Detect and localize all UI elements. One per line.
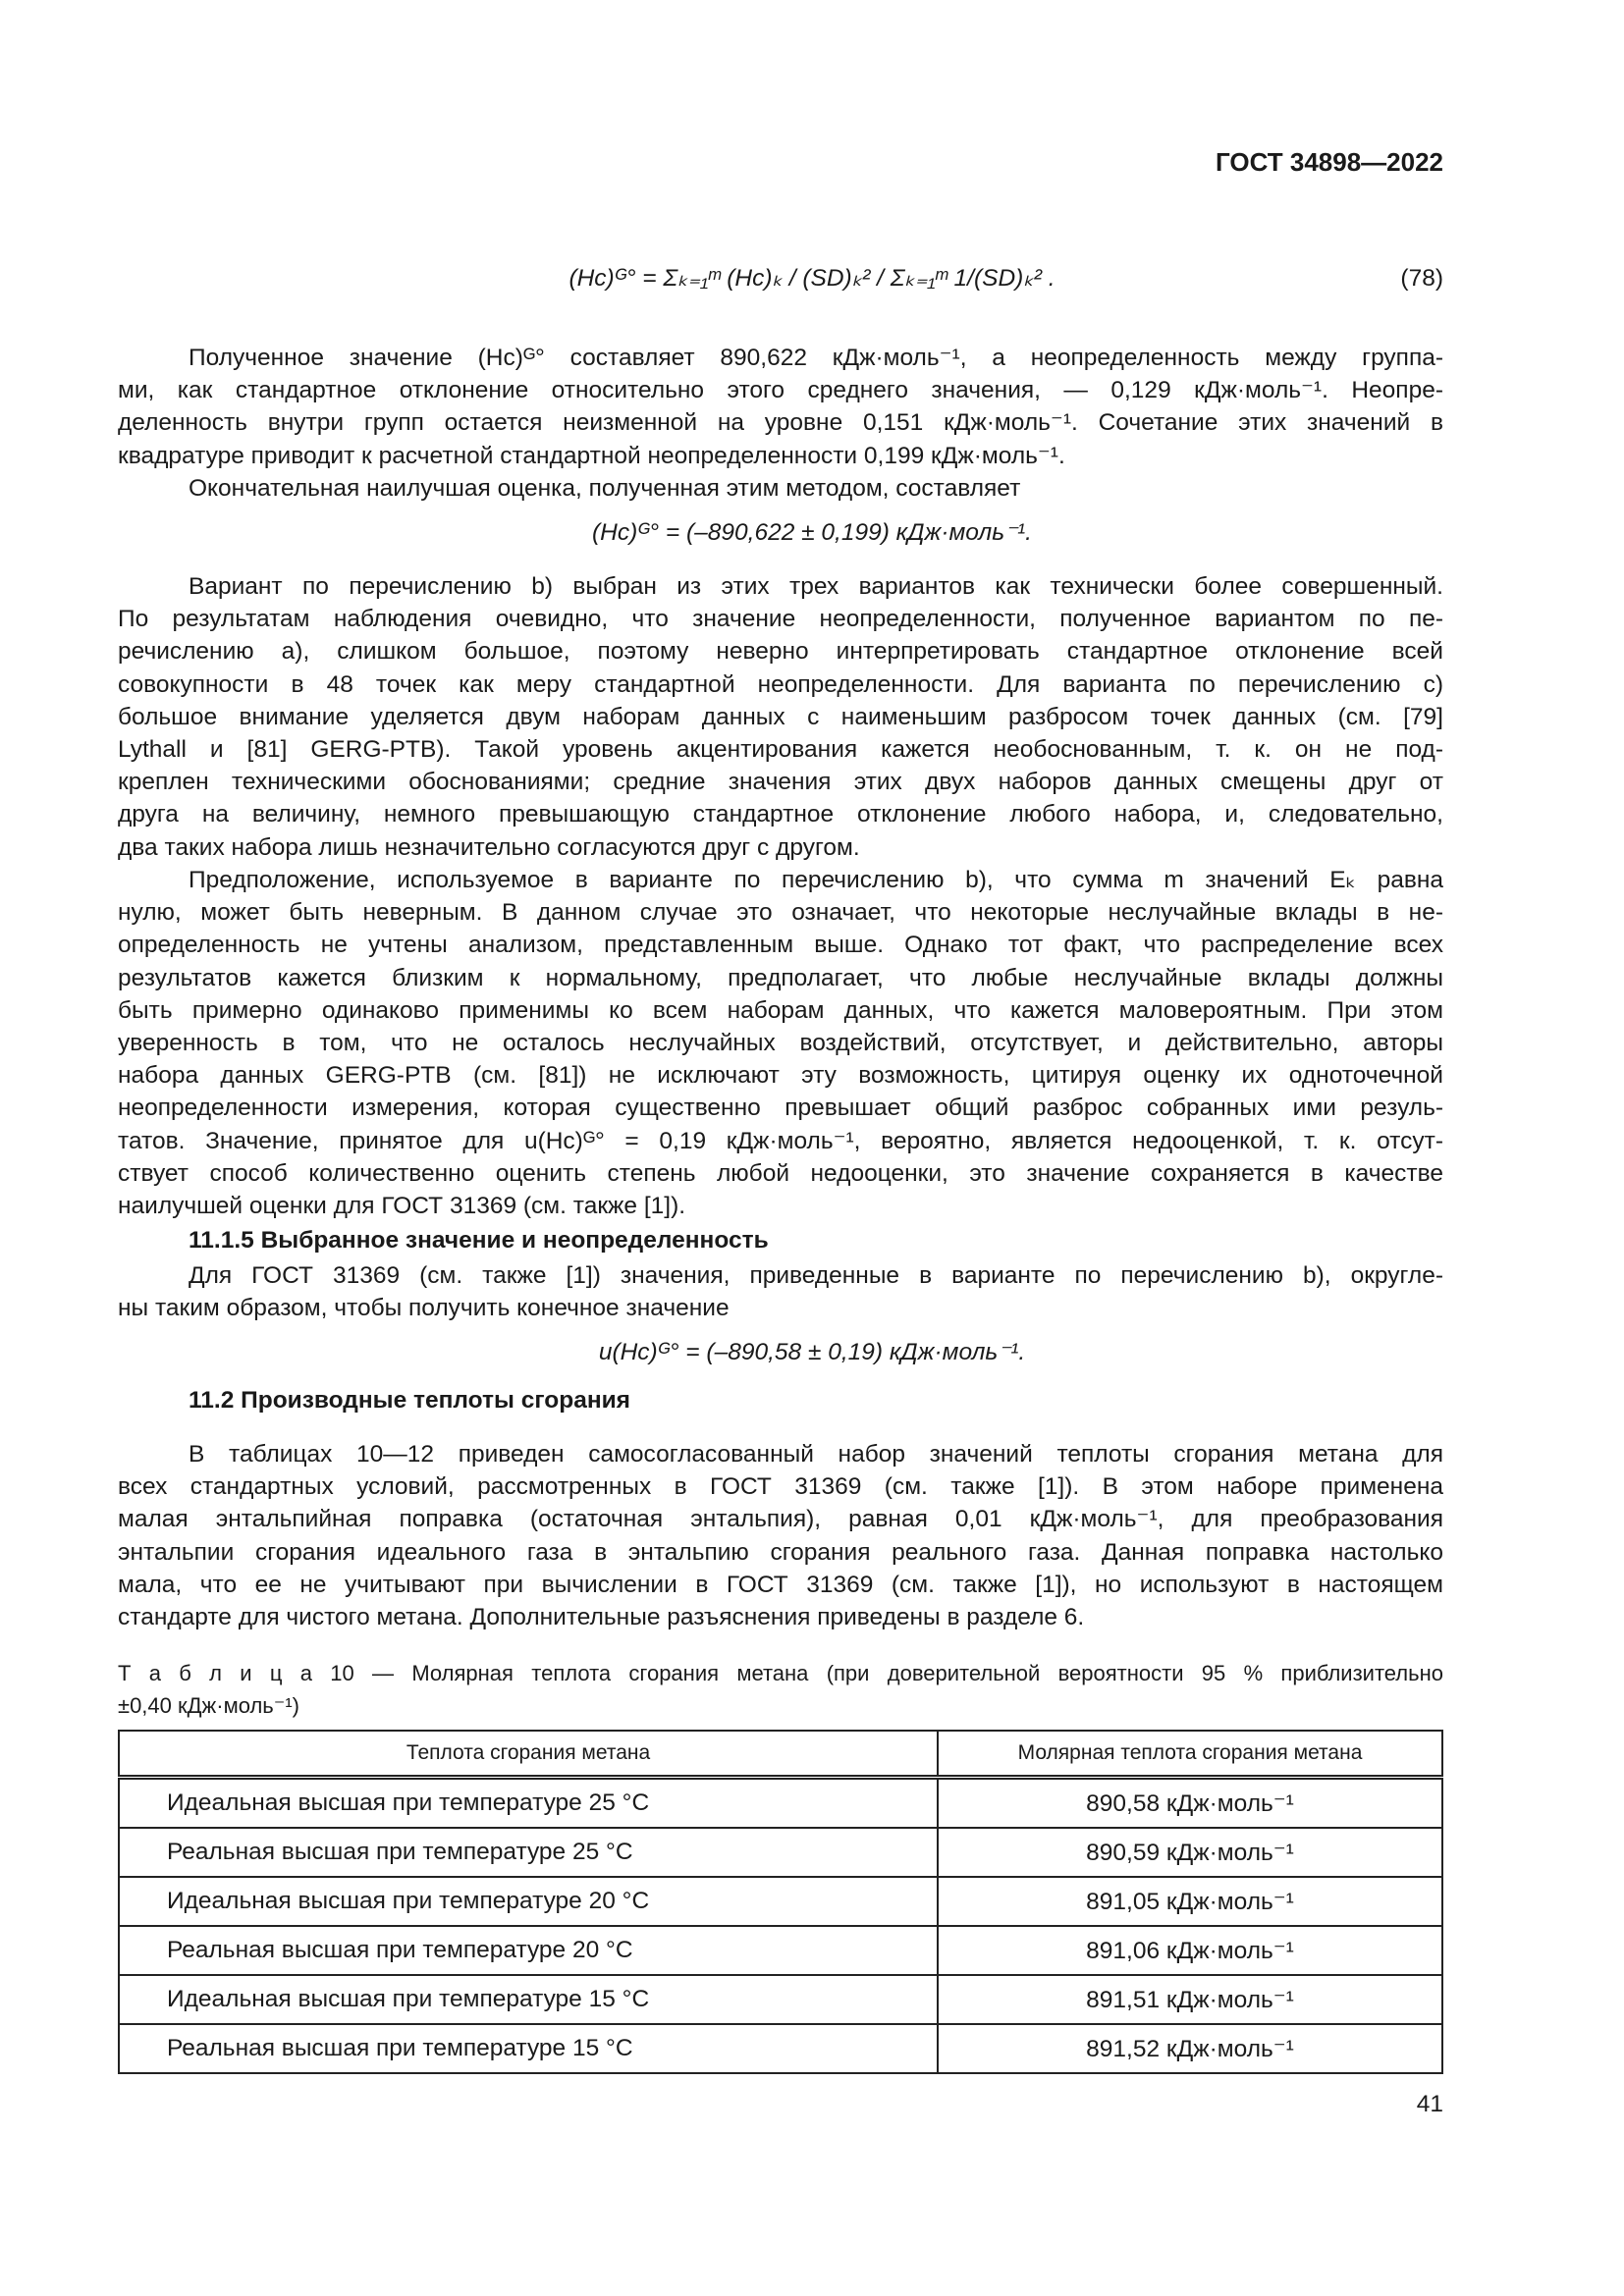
molar-heat-cell: 890,58 кДж·моль⁻¹ bbox=[938, 1778, 1442, 1829]
table-header-row bbox=[119, 1731, 1442, 1778]
molar-heat-cell: 891,05 кДж·моль⁻¹ bbox=[938, 1877, 1442, 1926]
table-row bbox=[119, 1975, 1442, 2024]
text-line: татов. Значение, принятое для u(Hc)ᴳ° = 0,19 кДж·моль⁻¹, вероятно, является недооценкой, т. к. отсут- bbox=[118, 1127, 1443, 1154]
text-line: совокупности в 48 точек как меру стандартной неопределенности. Для варианта по перечислению c) bbox=[118, 670, 1443, 698]
paragraph-4 bbox=[118, 864, 1443, 1222]
heat-type-cell: Идеальная высшая при температуре 25 °C bbox=[119, 1778, 938, 1829]
text-line: ны таким образом, чтобы получить конечное значение bbox=[118, 1295, 730, 1322]
text-line: большое внимание уделяется двум наборам данных с наименьшим разбросом точек данных (см. [79] bbox=[118, 703, 1443, 730]
section-heading-11-2: 11.2 Производные теплоты сгорания bbox=[189, 1387, 630, 1414]
text-line: уверенность в том, что не осталось неслучайных воздействий, отсутствует, и действительно, авторы bbox=[118, 1029, 1443, 1056]
table-row bbox=[119, 1877, 1442, 1926]
table-row bbox=[119, 2024, 1442, 2073]
paragraph-1 bbox=[118, 342, 1443, 472]
table-caption bbox=[118, 1657, 1443, 1722]
text-line: всех стандартных условий, рассмотренных в ГОСТ 31369 (см. также [1]). В этом наборе применена bbox=[118, 1473, 1443, 1501]
column-header: Теплота сгорания метана bbox=[119, 1731, 938, 1778]
text-line: Полученное значение (Hc)ᴳ° составляет 890,622 кДж·моль⁻¹, а неопределенность между группа- bbox=[189, 345, 1443, 371]
table-row bbox=[119, 1926, 1442, 1975]
text-line: быть примерно одинаково применимы ко всем наборам данных, что кажется маловероятным. При этом bbox=[118, 996, 1443, 1024]
text-line: креплен техническими обоснованиями; средние значения этих двух наборов данных смещены друг от bbox=[118, 769, 1443, 796]
text-line: результатов кажется близким к нормальному, предполагает, что любые неслучайные вклады должны bbox=[118, 964, 1443, 991]
text-line: неопределенности измерения, которая существенно превышает общий разброс собранных ими резуль- bbox=[118, 1095, 1443, 1122]
heat-type-cell: Идеальная высшая при температуре 15 °C bbox=[119, 1975, 938, 2024]
text-line: стандарте для чистого метана. Дополнительные разъяснения приведены в разделе 6. bbox=[118, 1603, 1085, 1630]
text-line: определенность не учтены анализом, представленным выше. Однако тот факт, что распределение всех bbox=[118, 932, 1443, 959]
formula-final: u(Hc)ᴳ° = (–890,58 ± 0,19) кДж·моль⁻¹. bbox=[598, 1339, 1026, 1365]
paragraph-3 bbox=[118, 570, 1443, 864]
text-line: Вариант по перечислению b) выбран из этих трех вариантов как технически более совершенный. bbox=[189, 573, 1443, 600]
table-row bbox=[119, 1828, 1442, 1877]
heat-type-cell: Реальная высшая при температуре 15 °C bbox=[119, 2024, 938, 2073]
text-line: квадратуре приводит к расчетной стандартной неопределенности 0,199 кДж·моль⁻¹. bbox=[118, 442, 1065, 469]
text-line: малая энтальпийная поправка (остаточная энтальпия), равная 0,01 кДж·моль⁻¹, для преобразования bbox=[118, 1506, 1443, 1533]
formula-result: (Hc)ᴳ° = (–890,622 ± 0,199) кДж·моль⁻¹. bbox=[592, 519, 1032, 546]
text-line: Окончательная наилучшая оценка, полученная этим методом, составляет bbox=[189, 475, 1021, 502]
molar-heat-cell: 891,06 кДж·моль⁻¹ bbox=[938, 1926, 1442, 1975]
formula-text: (Hc)ᴳ° = Σₖ₌₁ᵐ (Hc)ₖ / (SD)ₖ² / Σₖ₌₁ᵐ 1/(SD)ₖ² . bbox=[568, 265, 1056, 292]
molar-heat-cell: 891,51 кДж·моль⁻¹ bbox=[938, 1975, 1442, 2024]
text-line: ±0,40 кДж·моль⁻¹) bbox=[118, 1693, 300, 1719]
equation-number: (78) bbox=[1400, 265, 1443, 292]
text-line: Для ГОСТ 31369 (см. также [1]) значения, приведенные в варианте по перечислению b), округле- bbox=[189, 1262, 1443, 1289]
text-line: набора данных GERG-PTB (см. [81]) не исключают эту возможность, цитируя оценку их одноточечной bbox=[118, 1062, 1443, 1090]
formula-78 bbox=[0, 263, 1624, 293]
text-line: деленность внутри групп остается неизменной на уровне 0,151 кДж·моль⁻¹. Сочетание этих значений в bbox=[118, 409, 1443, 437]
heat-type-cell: Идеальная высшая при температуре 20 °C bbox=[119, 1877, 938, 1926]
paragraph-5 bbox=[118, 1259, 1443, 1324]
heat-type-cell: Реальная высшая при температуре 25 °C bbox=[119, 1828, 938, 1877]
document-header: ГОСТ 34898—2022 bbox=[1216, 147, 1443, 177]
text-line: По результатам наблюдения очевидно, что значение неопределенности, полученное вариантом по пе- bbox=[118, 606, 1443, 633]
paragraph-2 bbox=[118, 472, 1443, 505]
page-number: 41 bbox=[1416, 2091, 1443, 2117]
text-line: мала, что ее не учитывают при вычислении в ГОСТ 31369 (см. также [1]), но используют в настоящем bbox=[118, 1571, 1443, 1598]
text-line: В таблицах 10—12 приведен самосогласованный набор значений теплоты сгорания метана для bbox=[189, 1441, 1443, 1468]
text-line: два таких набора лишь незначительно согласуются друг с другом. bbox=[118, 833, 860, 861]
heat-type-cell: Реальная высшая при температуре 20 °C bbox=[119, 1926, 938, 1975]
paragraph-6 bbox=[118, 1438, 1443, 1633]
table-row bbox=[119, 1778, 1442, 1829]
molar-heat-cell: 890,59 кДж·моль⁻¹ bbox=[938, 1828, 1442, 1877]
text-line: ствует способ количественно оценить степень любой недооценки, это значение сохраняется в качестве bbox=[118, 1159, 1443, 1187]
text-line: речислению a), слишком большое, поэтому неверно интерпретировать стандартное отклонение всей bbox=[118, 638, 1443, 666]
molar-heat-cell: 891,52 кДж·моль⁻¹ bbox=[938, 2024, 1442, 2073]
text-line: Lythall и [81] GERG-PTB). Такой уровень акцентирования кажется необоснованным, т. к. он не под- bbox=[118, 735, 1443, 763]
text-line: наилучшей оценки для ГОСТ 31369 (см. также [1]). bbox=[118, 1192, 686, 1219]
column-header: Молярная теплота сгорания метана bbox=[938, 1731, 1442, 1778]
text-line: друга на величину, немного превышающую стандартное отклонение любого набора, и, следовательно, bbox=[118, 801, 1443, 828]
text-line: нулю, может быть неверным. В данном случае это означает, что некоторые неслучайные вклады в не- bbox=[118, 899, 1443, 927]
text-line: ми, как стандартное отклонение относительно этого среднего значения, — 0,129 кДж·моль⁻¹. Неопре- bbox=[118, 377, 1443, 404]
text-line: Т а б л и ц а 10 — Молярная теплота сгорания метана (при доверительной вероятности 95 % приблизительно bbox=[118, 1661, 1443, 1685]
text-line: энтальпии сгорания идеального газа в энтальпию сгорания реального газа. Данная поправка настолько bbox=[118, 1538, 1443, 1566]
text-line: Предположение, используемое в варианте по перечислению b), что сумма m значений Eₖ равна bbox=[189, 867, 1443, 893]
section-heading-11-1-5: 11.1.5 Выбранное значение и неопределенность bbox=[189, 1227, 769, 1254]
table-10 bbox=[118, 1730, 1443, 2074]
